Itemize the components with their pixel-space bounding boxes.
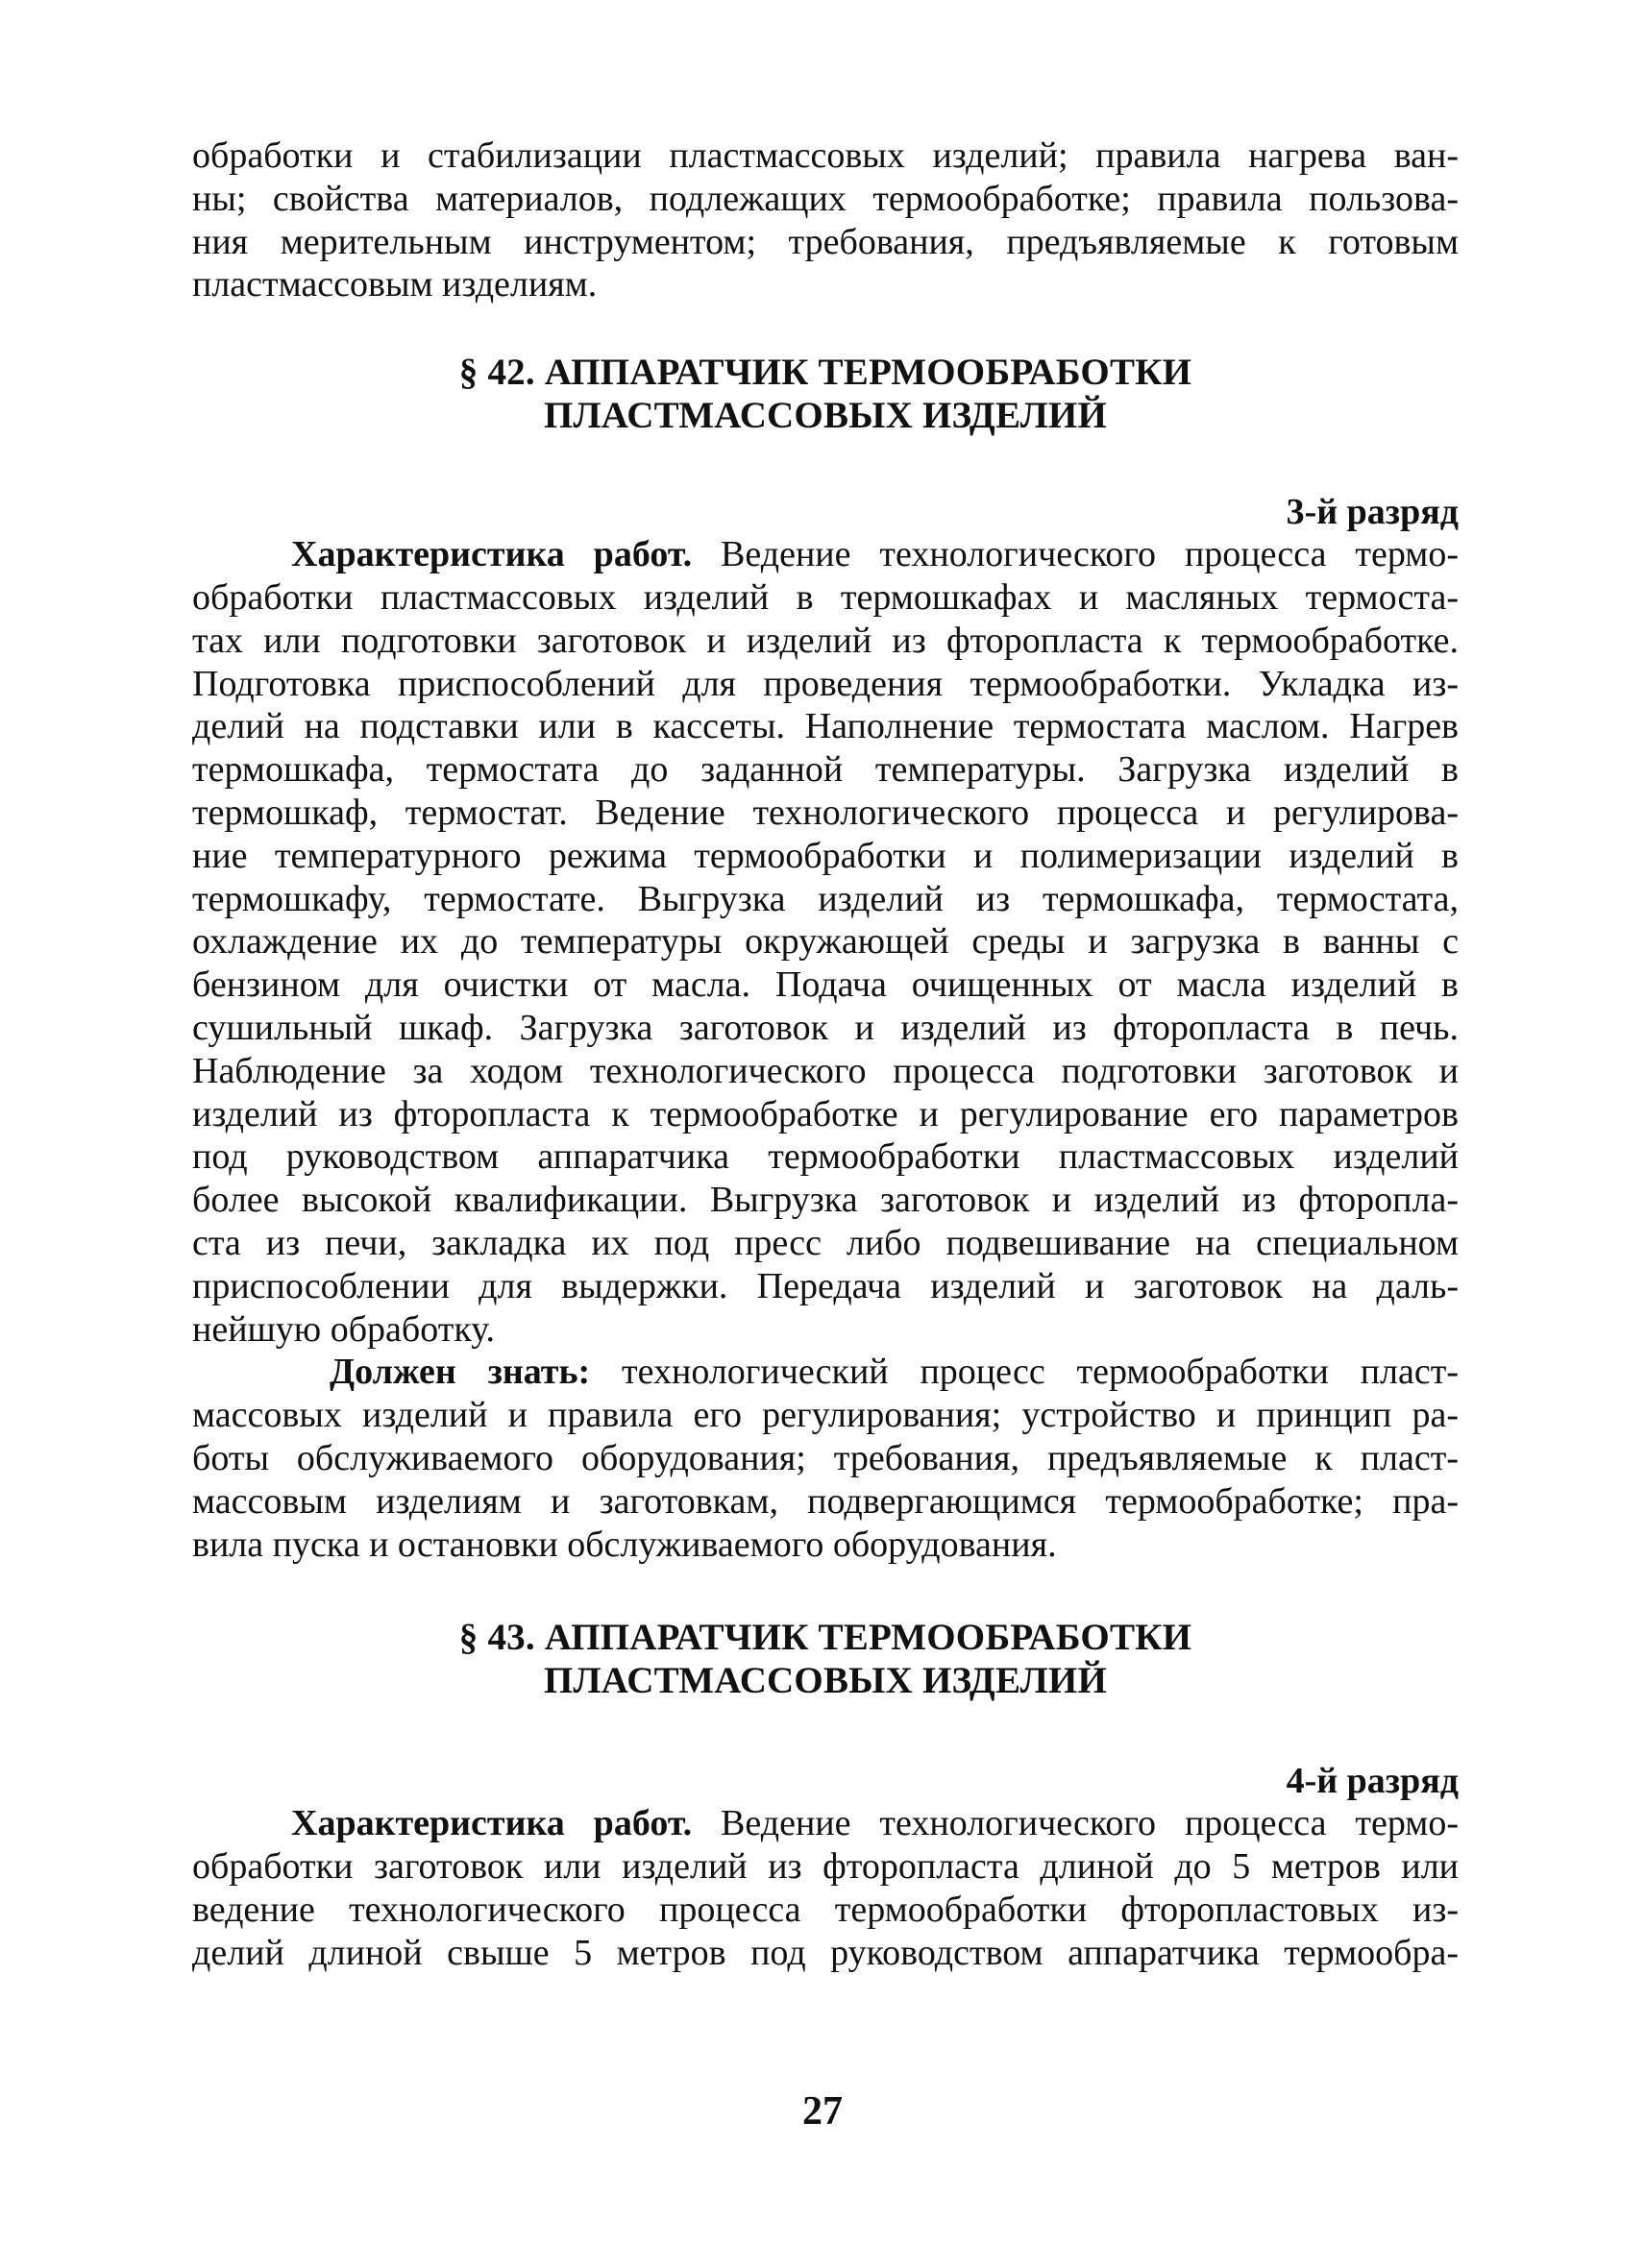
work-line: ста из печи, закладка их под пресс либо подвешивание на специальном <box>192 1222 1459 1263</box>
intro-line: пластмассовым изделиям. <box>192 264 598 305</box>
work-line: делий длиной свыше 5 метров под руководством аппаратчика термообра- <box>192 1932 1459 1973</box>
work-line: бензином для очистки от масла. Подача очищенных от масла изделий в <box>192 964 1459 1006</box>
section-42-rank: 3-й разряд <box>1286 492 1459 533</box>
intro-line: ны; свойства материалов, подлежащих термообработке; правила пользова- <box>192 178 1459 219</box>
work-line: приспособлении для выдержки. Передача изделий и заготовок на даль- <box>192 1265 1459 1306</box>
page-number: 27 <box>802 2089 843 2134</box>
work-first-text: Ведение технологического процесса термо- <box>692 1803 1459 1844</box>
work-line: изделий из фторопласта к термообработке и регулирование его параметров <box>192 1093 1459 1134</box>
know-line: массовых изделий и правила его регулирования; устройство и принцип ра- <box>192 1395 1459 1436</box>
work-line: охлаждение их до температуры окружающей среды и загрузка в ванны с <box>192 921 1459 963</box>
document-page <box>192 134 1459 1975</box>
work-line: обработки заготовок или изделий из фторопласта длиной до 5 метров или <box>192 1846 1459 1888</box>
work-line: Подготовка приспособлений для проведения термообработки. Укладка из- <box>192 663 1459 704</box>
work-line: нейшую обработку. <box>192 1308 495 1350</box>
section-43-work-paragraph <box>192 1802 1459 1974</box>
intro-line: ния мерительным инструментом; требования, предъявляемые к готовым <box>192 221 1459 262</box>
section-42-heading <box>192 351 1459 437</box>
section-43-title-line-1: § 43. АППАРАТЧИК ТЕРМООБРАБОТКИ <box>458 1617 1192 1659</box>
work-first-line <box>192 1802 1459 1845</box>
section-42-title-line-1: § 42. АППАРАТЧИК ТЕРМООБРАБОТКИ <box>458 352 1192 394</box>
work-label: Характеристика работ. <box>291 534 693 575</box>
work-label: Характеристика работ. <box>291 1803 693 1844</box>
work-line: ние температурного режима термообработки и полимеризации изделий в <box>192 835 1459 876</box>
work-line: термошкафу, термостате. Выгрузка изделий из термошкафа, термостата, <box>192 878 1459 919</box>
work-line: тах или подготовки заготовок и изделий из фторопласта к термообработке. <box>192 620 1459 661</box>
know-first-line <box>192 1351 1459 1394</box>
know-first-text: технологический процесс термообработки пласт- <box>590 1352 1459 1393</box>
know-line: массовым изделиям и заготовкам, подвергающимся термообработке; пра- <box>192 1480 1459 1522</box>
section-42-title-line-2: ПЛАСТМАССОВЫХ ИЗДЕЛИЙ <box>543 395 1107 437</box>
work-line: сушильный шкаф. Загрузка заготовок и изделий из фторопласта в печь. <box>192 1007 1459 1048</box>
know-label: Должен знать: <box>330 1352 591 1393</box>
work-line: обработки пластмассовых изделий в термошкафах и масляных термоста- <box>192 576 1459 618</box>
intro-paragraph <box>192 134 1459 306</box>
section-43-title-line-2: ПЛАСТМАССОВЫХ ИЗДЕЛИЙ <box>543 1660 1107 1702</box>
section-43-rank: 4-й разряд <box>1286 1761 1459 1802</box>
work-line: под руководством аппаратчика термообработки пластмассовых изделий <box>192 1136 1459 1178</box>
work-line: Наблюдение за ходом технологического процесса подготовки заготовок и <box>192 1050 1459 1091</box>
work-line: делий на подставки или в кассеты. Наполнение термостата маслом. Нагрев <box>192 706 1459 747</box>
know-line: боты обслуживаемого оборудования; требования, предъявляемые к пласт- <box>192 1437 1459 1478</box>
section-42-work-paragraph <box>192 533 1459 1351</box>
work-line: термошкаф, термостат. Ведение технологического процесса и регулирова- <box>192 792 1459 833</box>
work-first-line <box>192 533 1459 576</box>
section-43-heading <box>192 1616 1459 1702</box>
work-line: более высокой квалификации. Выгрузка заготовок и изделий из фторопла- <box>192 1180 1459 1221</box>
work-first-text: Ведение технологического процесса термо- <box>692 534 1459 575</box>
intro-line: обработки и стабилизации пластмассовых изделий; правила нагрева ван- <box>192 135 1459 176</box>
work-line: термошкафа, термостата до заданной температуры. Загрузка изделий в <box>192 749 1459 791</box>
section-42-know-paragraph <box>192 1351 1459 1566</box>
know-line: вила пуска и остановки обслуживаемого оборудования. <box>192 1524 1057 1565</box>
work-line: ведение технологического процесса термообработки фторопластовых из- <box>192 1889 1459 1930</box>
